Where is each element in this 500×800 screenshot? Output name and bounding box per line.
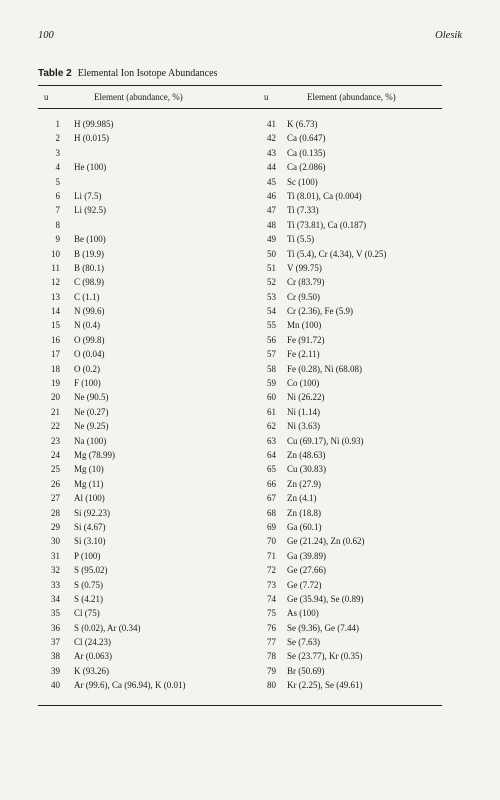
cell-mass-left: 24	[51, 449, 60, 460]
cell-element-right: As (100)	[287, 608, 319, 619]
cell-element-right: Ca (0.647)	[287, 133, 326, 144]
table-row	[38, 419, 442, 433]
table-row	[38, 678, 442, 692]
cell-mass-left: 13	[51, 291, 60, 302]
cell-mass-right: 60	[267, 392, 276, 403]
cell-element-left: Li (7.5)	[74, 190, 102, 201]
table-row	[38, 506, 442, 520]
cell-element-right: Fe (0.28), Ni (68.08)	[287, 363, 362, 374]
table-row	[38, 175, 442, 189]
table-row	[38, 405, 442, 419]
cell-mass-left: 39	[51, 665, 60, 676]
table-row	[38, 131, 442, 145]
cell-mass-right: 77	[267, 637, 276, 648]
table-row	[38, 146, 442, 160]
cell-element-right: Br (50.69)	[287, 665, 325, 676]
cell-element-left: N (99.6)	[74, 306, 105, 317]
table-header-row	[38, 92, 442, 106]
table-row	[38, 304, 442, 318]
table-row	[38, 376, 442, 390]
cell-element-left: S (4.21)	[74, 593, 103, 604]
cell-element-left: B (19.9)	[74, 248, 104, 259]
cell-mass-left: 23	[51, 435, 60, 446]
cell-mass-left: 28	[51, 507, 60, 518]
cell-element-left: Ne (90.5)	[74, 392, 109, 403]
cell-element-left: S (0.75)	[74, 579, 103, 590]
table-caption	[38, 68, 217, 79]
cell-element-right: Ti (5.4), Cr (4.34), V (0.25)	[287, 248, 387, 259]
cell-element-left: He (100)	[74, 162, 107, 173]
cell-mass-right: 79	[267, 665, 276, 676]
cell-mass-left: 15	[51, 320, 60, 331]
cell-mass-left: 1	[55, 119, 60, 129]
cell-mass-right: 64	[267, 449, 276, 460]
page-number: 100	[38, 30, 54, 41]
cell-element-left: B (80.1)	[74, 262, 104, 273]
cell-element-right: Ti (7.33)	[287, 205, 319, 216]
cell-element-left: Ne (9.25)	[74, 421, 109, 432]
table-row	[38, 261, 442, 275]
cell-element-right: Mn (100)	[287, 320, 322, 331]
cell-mass-left: 36	[51, 622, 60, 633]
column-header-mass-left: u	[44, 92, 49, 102]
cell-element-right: Ga (60.1)	[287, 521, 322, 532]
cell-mass-left: 37	[51, 637, 60, 648]
cell-element-right: Fe (2.11)	[287, 349, 320, 360]
cell-mass-right: 41	[267, 119, 276, 129]
cell-mass-right: 59	[267, 378, 276, 389]
table-row	[38, 218, 442, 232]
cell-element-left: Be (100)	[74, 234, 106, 245]
cell-mass-left: 7	[55, 205, 60, 216]
cell-mass-left: 18	[51, 363, 60, 374]
cell-element-left: P (100)	[74, 550, 101, 561]
table-row	[38, 290, 442, 304]
cell-mass-right: 56	[267, 334, 276, 345]
cell-element-left: F (100)	[74, 378, 101, 389]
cell-element-right: Kr (2.25), Se (49.61)	[287, 680, 363, 691]
cell-mass-right: 44	[267, 162, 276, 173]
cell-element-left: C (1.1)	[74, 291, 100, 302]
cell-mass-right: 51	[267, 262, 276, 273]
table-row	[38, 347, 442, 361]
cell-mass-left: 14	[51, 306, 60, 317]
table-row	[38, 649, 442, 663]
cell-mass-right: 69	[267, 521, 276, 532]
cell-mass-left: 40	[51, 680, 60, 691]
cell-mass-left: 19	[51, 378, 60, 389]
cell-element-left: Si (92.23)	[74, 507, 110, 518]
table-title: Elemental Ion Isotope Abundances	[77, 68, 218, 79]
cell-mass-left: 20	[51, 392, 60, 403]
cell-mass-right: 48	[267, 219, 276, 230]
cell-mass-right: 70	[267, 536, 276, 547]
table-label: Table 2	[38, 68, 72, 79]
cell-mass-right: 49	[267, 234, 276, 245]
table-row	[38, 549, 442, 563]
cell-mass-right: 46	[267, 190, 276, 201]
table-row	[38, 232, 442, 246]
cell-mass-left: 3	[55, 147, 60, 158]
cell-mass-right: 80	[267, 680, 276, 691]
cell-element-left: C (98.9)	[74, 277, 104, 288]
cell-mass-left: 38	[51, 651, 60, 662]
table-row	[38, 534, 442, 548]
cell-mass-right: 68	[267, 507, 276, 518]
cell-element-right: Ti (5.5)	[287, 234, 315, 245]
cell-mass-right: 42	[267, 133, 276, 144]
table-row	[38, 434, 442, 448]
cell-mass-left: 21	[51, 406, 60, 417]
cell-mass-right: 54	[267, 306, 276, 317]
cell-element-right: Cu (69.17), Ni (0.93)	[287, 435, 364, 446]
cell-mass-left: 4	[55, 162, 60, 173]
cell-mass-right: 72	[267, 565, 276, 576]
cell-mass-right: 43	[267, 147, 276, 158]
table-row	[38, 247, 442, 261]
cell-element-right: Ni (3.63)	[287, 421, 320, 432]
cell-mass-left: 12	[51, 277, 60, 288]
cell-mass-left: 8	[55, 219, 60, 230]
cell-mass-left: 29	[51, 521, 60, 532]
cell-element-left: Mg (10)	[74, 464, 104, 475]
cell-mass-right: 47	[267, 205, 276, 216]
table-row	[38, 520, 442, 534]
cell-mass-right: 57	[267, 349, 276, 360]
cell-mass-left: 33	[51, 579, 60, 590]
cell-mass-right: 62	[267, 421, 276, 432]
cell-mass-right: 67	[267, 493, 276, 504]
cell-element-left: Si (3.10)	[74, 536, 106, 547]
cell-element-right: Ge (27.66)	[287, 565, 326, 576]
table-row	[38, 362, 442, 376]
cell-element-left: K (93.26)	[74, 665, 109, 676]
cell-element-left: S (0.02), Ar (0.34)	[74, 622, 141, 633]
cell-mass-right: 50	[267, 248, 276, 259]
cell-element-left: Mg (11)	[74, 478, 104, 489]
cell-element-right: Zn (4.1)	[287, 493, 317, 504]
cell-element-left: Si (4.67)	[74, 521, 106, 532]
cell-element-left: Cl (24.23)	[74, 637, 111, 648]
cell-element-left: H (99.985)	[74, 119, 114, 129]
cell-element-left: Al (100)	[74, 493, 105, 504]
column-header-mass-right: u	[264, 92, 269, 102]
cell-element-right: Ge (21.24), Zn (0.62)	[287, 536, 365, 547]
cell-element-right: Zn (18.8)	[287, 507, 321, 518]
cell-mass-right: 55	[267, 320, 276, 331]
table-row	[38, 491, 442, 505]
cell-element-right: Zn (27.9)	[287, 478, 321, 489]
cell-mass-left: 25	[51, 464, 60, 475]
table-row	[38, 635, 442, 649]
cell-element-left: Mg (78.99)	[74, 449, 115, 460]
cell-element-left: H (0.015)	[74, 133, 109, 144]
table-row	[38, 578, 442, 592]
table-row	[38, 117, 442, 131]
table-row	[38, 189, 442, 203]
table-row	[38, 462, 442, 476]
cell-element-left: Ar (0.063)	[74, 651, 112, 662]
cell-element-right: Se (23.77), Kr (0.35)	[287, 651, 363, 662]
cell-element-right: Cr (9.50)	[287, 291, 320, 302]
cell-element-right: Se (7.63)	[287, 637, 320, 648]
running-author: Olesik	[435, 30, 462, 41]
cell-mass-right: 65	[267, 464, 276, 475]
cell-mass-right: 75	[267, 608, 276, 619]
cell-mass-right: 52	[267, 277, 276, 288]
cell-mass-right: 78	[267, 651, 276, 662]
table-row	[38, 160, 442, 174]
cell-element-right: K (6.73)	[287, 119, 318, 129]
cell-mass-right: 71	[267, 550, 276, 561]
cell-mass-left: 32	[51, 565, 60, 576]
running-header	[38, 30, 462, 41]
table-row	[38, 621, 442, 635]
cell-element-right: Zn (48.63)	[287, 449, 326, 460]
cell-element-left: Li (92.5)	[74, 205, 106, 216]
cell-mass-right: 63	[267, 435, 276, 446]
column-header-element-left: Element (abundance, %)	[94, 92, 183, 102]
table-row	[38, 477, 442, 491]
cell-element-right: Ca (2.086)	[287, 162, 326, 173]
cell-element-left: Na (100)	[74, 435, 107, 446]
cell-element-right: Se (9.36), Ge (7.44)	[287, 622, 359, 633]
cell-element-left: O (99.8)	[74, 334, 105, 345]
cell-element-right: Cu (30.83)	[287, 464, 326, 475]
cell-mass-left: 26	[51, 478, 60, 489]
cell-element-right: Ti (8.01), Ca (0.004)	[287, 190, 362, 201]
cell-element-left: Cl (75)	[74, 608, 100, 619]
table-row	[38, 390, 442, 404]
cell-element-right: Ge (35.94), Se (0.89)	[287, 593, 364, 604]
table-row	[38, 592, 442, 606]
table-body	[38, 117, 442, 693]
table-row	[38, 275, 442, 289]
cell-mass-left: 6	[55, 190, 60, 201]
cell-mass-left: 2	[55, 133, 60, 144]
cell-mass-left: 31	[51, 550, 60, 561]
cell-mass-left: 11	[51, 262, 60, 273]
cell-mass-left: 34	[51, 593, 60, 604]
cell-mass-left: 9	[55, 234, 60, 245]
column-header-element-right: Element (abundance, %)	[307, 92, 396, 102]
table-row	[38, 563, 442, 577]
cell-mass-right: 45	[267, 176, 276, 187]
cell-mass-left: 5	[55, 176, 60, 187]
cell-mass-right: 76	[267, 622, 276, 633]
cell-element-right: Cr (2.36), Fe (5.9)	[287, 306, 353, 317]
cell-element-right: Sc (100)	[287, 176, 318, 187]
cell-element-left: Ar (99.6), Ca (96.94), K (0.01)	[74, 680, 186, 691]
cell-mass-left: 30	[51, 536, 60, 547]
cell-element-right: Ti (73.81), Ca (0.187)	[287, 219, 367, 230]
cell-element-right: V (99.75)	[287, 262, 322, 273]
table-row	[38, 203, 442, 217]
cell-mass-right: 73	[267, 579, 276, 590]
table-row	[38, 318, 442, 332]
cell-mass-right: 53	[267, 291, 276, 302]
cell-mass-left: 10	[51, 248, 60, 259]
cell-mass-left: 35	[51, 608, 60, 619]
table-row	[38, 664, 442, 678]
cell-element-right: Cr (83.79)	[287, 277, 325, 288]
cell-element-right: Ge (7.72)	[287, 579, 322, 590]
table-row	[38, 333, 442, 347]
table-header-rule	[38, 108, 442, 109]
cell-element-left: Ne (0.27)	[74, 406, 109, 417]
cell-element-right: Co (100)	[287, 378, 320, 389]
cell-element-left: O (0.04)	[74, 349, 105, 360]
cell-element-right: Ca (0.135)	[287, 147, 326, 158]
cell-mass-right: 61	[267, 406, 276, 417]
cell-element-right: Ga (39.89)	[287, 550, 326, 561]
cell-element-right: Ni (1.14)	[287, 406, 320, 417]
cell-element-right: Ni (26.22)	[287, 392, 325, 403]
table-top-rule	[38, 85, 442, 86]
table-bottom-rule	[38, 705, 442, 706]
cell-mass-left: 22	[51, 421, 60, 432]
cell-mass-left: 27	[51, 493, 60, 504]
cell-element-left: O (0.2)	[74, 363, 100, 374]
cell-mass-right: 66	[267, 478, 276, 489]
cell-mass-left: 16	[51, 334, 60, 345]
cell-element-left: N (0.4)	[74, 320, 100, 331]
cell-mass-right: 58	[267, 363, 276, 374]
cell-mass-right: 74	[267, 593, 276, 604]
table-row	[38, 448, 442, 462]
cell-element-left: S (95.02)	[74, 565, 108, 576]
table-row	[38, 606, 442, 620]
cell-element-right: Fe (91.72)	[287, 334, 325, 345]
cell-mass-left: 17	[51, 349, 60, 360]
